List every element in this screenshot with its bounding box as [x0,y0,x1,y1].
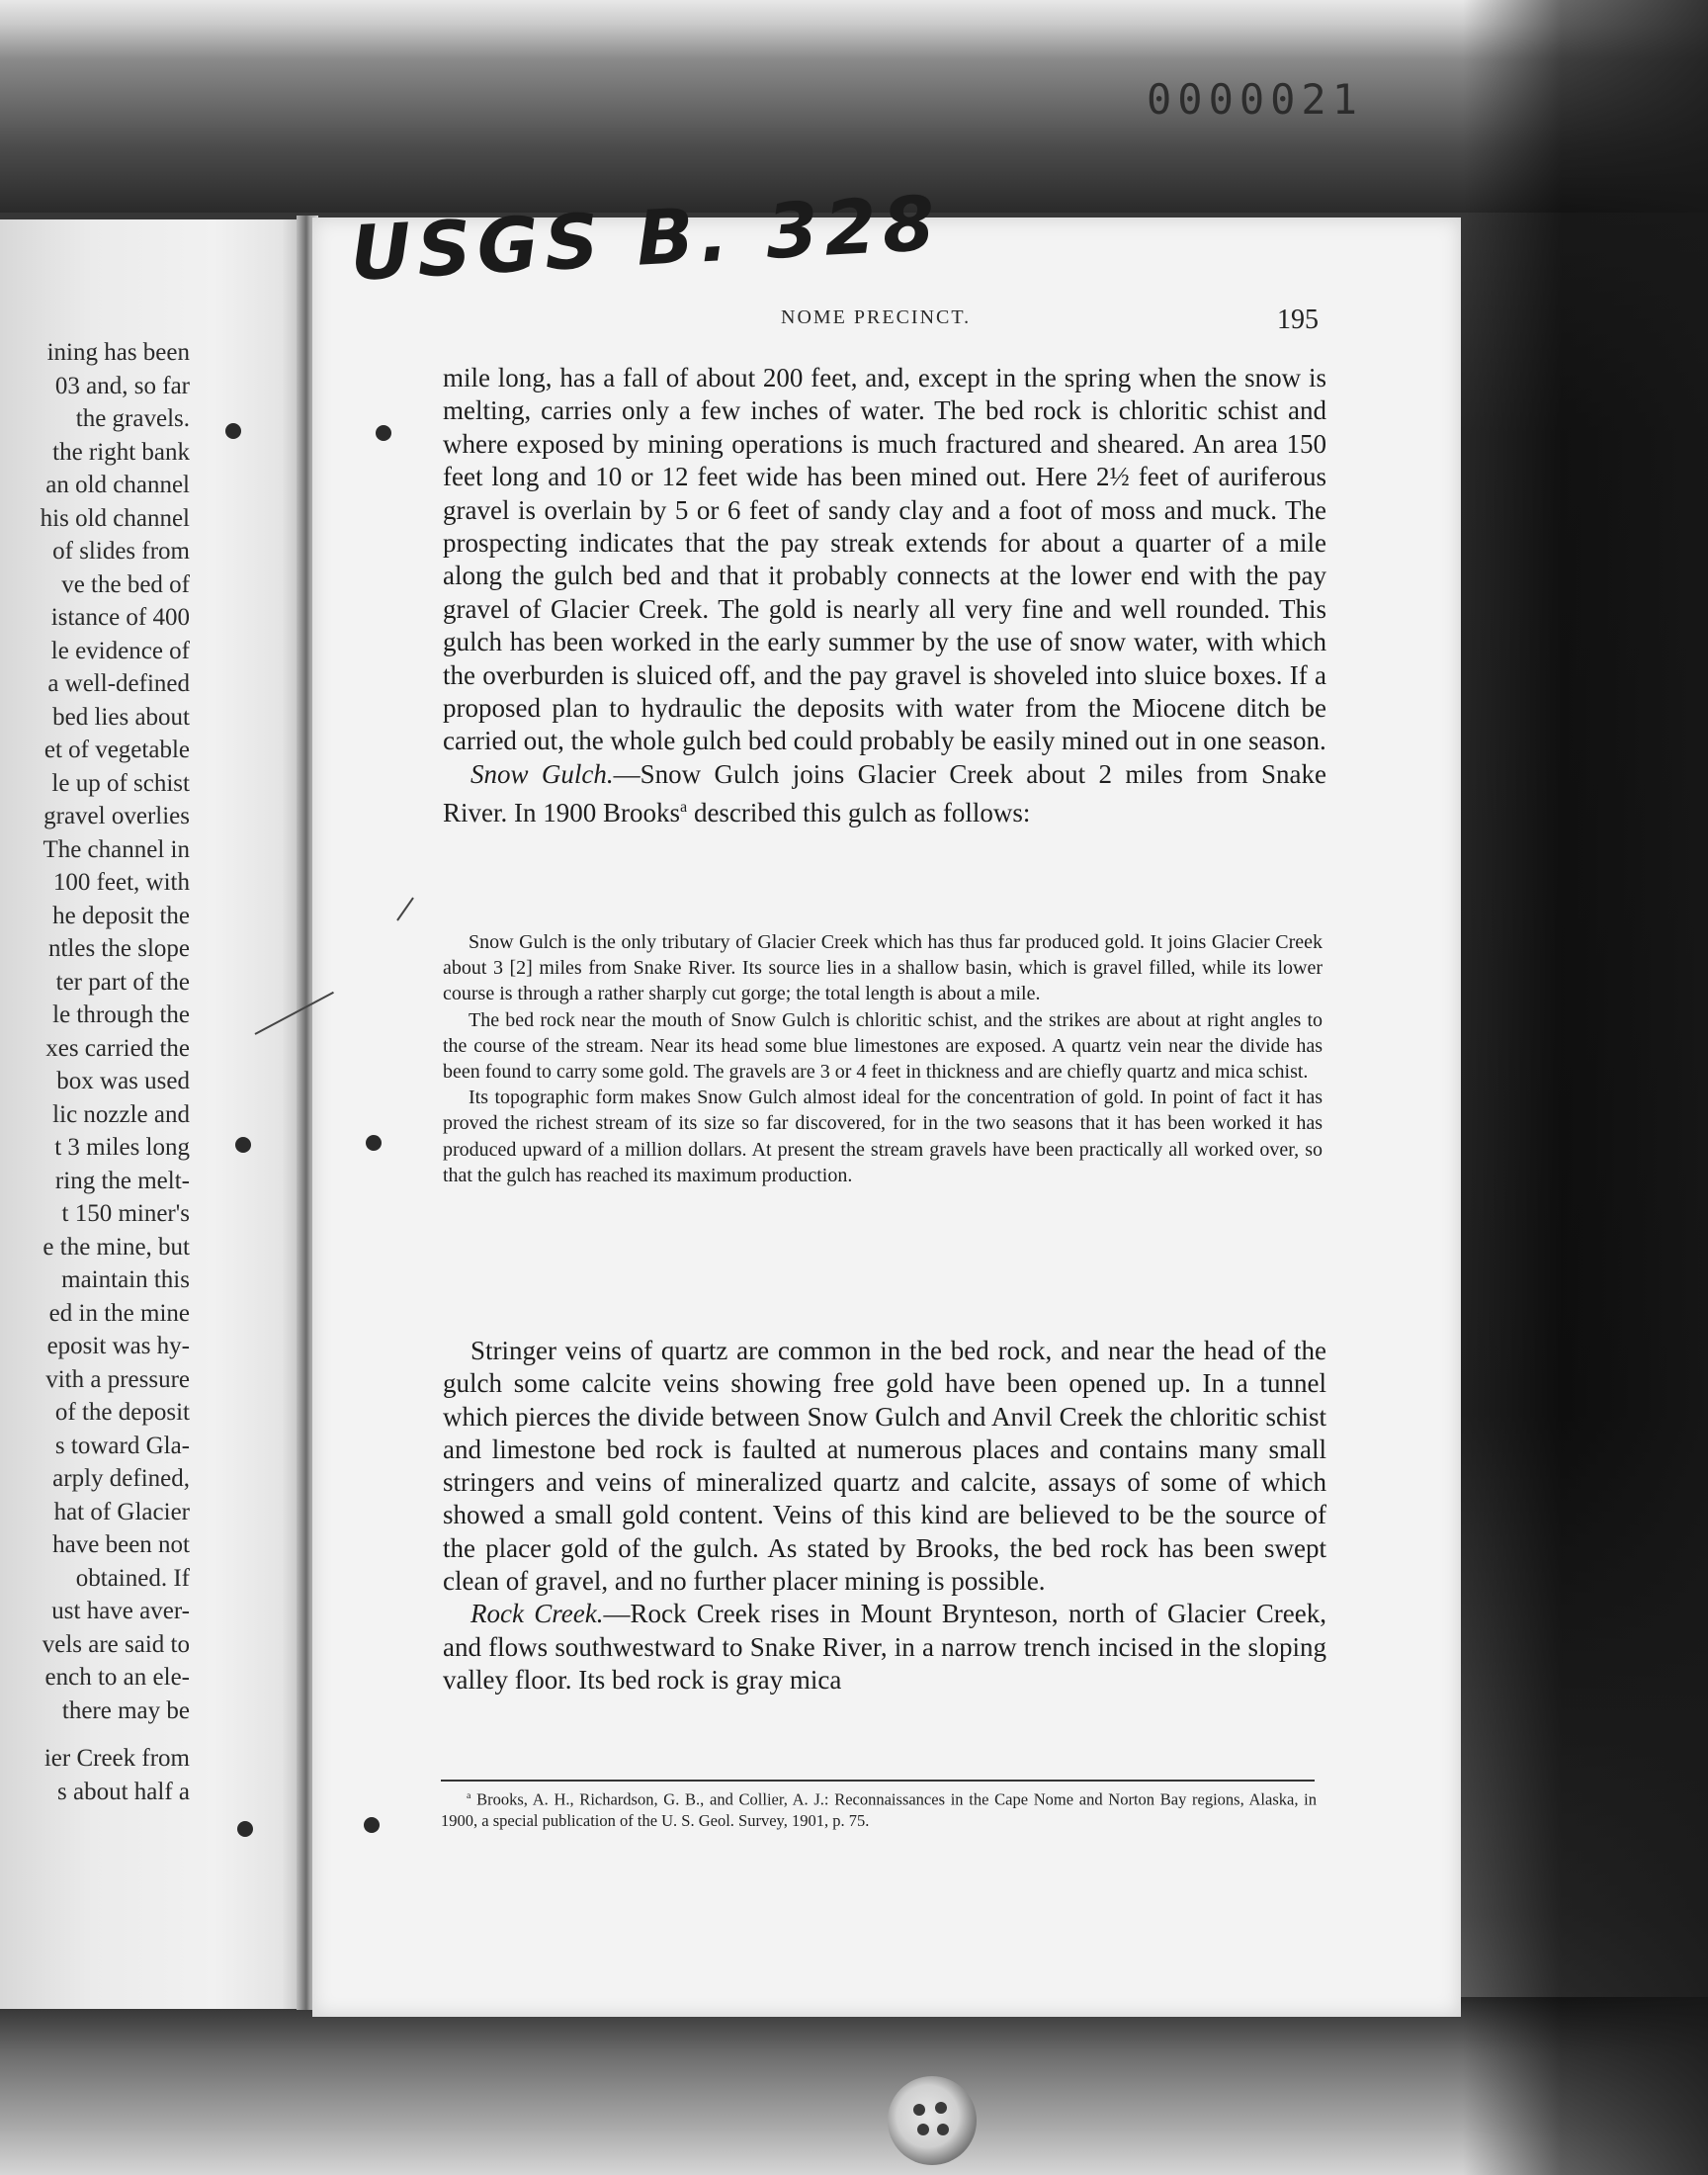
footnote-text [441,1785,1317,1832]
archive-number: 0000021 [1147,75,1364,124]
facing-page-line: le up of schist [51,769,190,797]
rock-creek-text: —Rock Creek rises in Mount Brynteson, north of Glacier Creek, and flows southwestward to Snake River, in a narrow trench incised in the sloping valley floor. Its bed rock is gray mica [443,1599,1326,1695]
footnote-mark: a [467,1790,471,1801]
quote-paragraph: Its topographic form makes Snow Gulch almost ideal for the concentration of gold. In point of fact it has proved the richest stream of its size so far discovered, for in the two seasons that it has been worked it has produced upward of a million dollars. At present the stream gravels have been practically all worked over, so that the gulch has reached its maximum production. [443,1087,1323,1186]
facing-page-line: vith a pressure [45,1365,190,1393]
footnote-ref: a [680,798,688,817]
punch-hole-icon [235,1137,251,1153]
facing-page-line: ust have aver- [51,1598,190,1624]
facing-page-line: eposit was hy- [46,1333,190,1359]
paragraph-snow-gulch [443,758,1326,830]
quote-paragraph: Snow Gulch is the only tributary of Glacier Creek which has thus far produced gold. It joins Glacier Creek about 3 [2] miles from Snake River. Its source lies in a shallow basin, which is gravel filled, while its lower course is through a rather sharply cut gorge; the total length is about a mile. [443,931,1323,1005]
facing-page-line: gravel overlies [43,803,190,829]
facing-page-line: lic nozzle and [52,1100,190,1128]
facing-page-line: he deposit the [52,902,190,929]
punch-hole-icon [225,423,241,439]
facing-page-line: et of vegetable [43,737,190,763]
facing-page-line: have been not [52,1531,190,1558]
scan-right-shadow [1463,0,1708,2175]
facing-page-line: his old channel [40,504,190,532]
facing-page-line: maintain this [61,1266,190,1293]
paragraph-stringer-veins: Stringer veins of quartz are common in the bed rock, and near the head of the gulch some calcite veins showing free gold have been opened up. In a tunnel which pierces the divide between Snow Gulch and Anvil Creek the chloritic schist and limestone bed rock is faulted at numerous places and contains many small stringers and veins of mineralized quartz and calcite, assays of some of which showed a small gold content. Veins of this kind are believed to be the source of the placer gold of the gulch. As stated by Brooks, the bed rock has been swept clean of gravel, and no further placer mining is possible. [443,1336,1326,1597]
body-text-bottom [443,1335,1326,1696]
quote-paragraph: The bed rock near the mouth of Snow Gulch is chloritic schist, and the strikes are about at right angles to the course of the stream. Near its head some blue limestones are exposed. A quartz vein near the divide has been found to carry some gold. The gravels are 3 or 4 feet in thickness and are chiefly quartz and mica schist. [443,1008,1323,1084]
binder-clip-icon [888,2076,977,2165]
facing-page-line: ed in the mine [48,1299,190,1327]
scan-bottom-band [0,1997,1708,2175]
facing-page-line: s toward Gla- [54,1432,190,1459]
facing-page-line: ring the melt- [54,1167,190,1194]
facing-page-line: le evidence of [50,637,190,664]
facing-page-line: e the mine, but [43,1233,190,1261]
facing-page-line: 03 and, so far [54,372,190,399]
facing-page-line: istance of 400 [50,604,190,631]
punch-hole-icon [366,1135,382,1151]
facing-page-line: of slides from [52,538,190,565]
paragraph-mile-long: mile long, has a fall of about 200 feet, and, except in the spring when the snow is melting, carries only a few inches of water. The bed rock is chloritic schist and where exposed by mining operations is much fractured and sheared. An area 150 feet long and 10 or 12 feet wide has been mined out. Here 2½ feet of auriferous gravel is overlain by 5 or 6 feet of sandy clay and a foot of moss and muck. The prospecting indicates that the pay streak extends for about a quarter of a mile along the gulch bed and that it probably connects at the lower end with the pay gravel of Glacier Creek. The gold is nearly all very fine and well rounded. This gulch has been worked in the early summer by the use of snow water, with which the overburden is sluiced off, and the pay gravel is shoveled into sluice boxes. If a proposed plan to hydraulic the deposits with water from the Miocene ditch be carried out, the whole gulch bed could probably be easily mined out in one season. [443,363,1326,756]
facing-page-line: the gravels. [75,405,190,432]
facing-page-line: there may be [61,1696,190,1724]
page-number: 195 [1277,304,1319,335]
facing-page-line: s about half a [57,1778,190,1805]
facing-page-left [0,219,306,2009]
handwritten-catalog-label: USGS B. 328 [348,178,943,298]
punch-hole-icon [237,1821,253,1837]
snow-gulch-text: —Snow Gulch joins Glacier Creek about 2 miles from Snake River. In 1900 Brooks [443,758,1327,828]
snow-gulch-text-end: described this gulch as follows: [687,798,1031,828]
body-text-top [443,362,1326,830]
facing-page-line: xes carried the [45,1034,190,1062]
footnote-rule [441,1780,1315,1782]
facing-page-line: ter part of the [55,968,190,996]
facing-page-line: 100 feet, with [52,869,190,896]
rock-creek-heading: Rock Creek. [470,1599,604,1629]
block-quote [443,929,1323,1188]
facing-page-line: ve the bed of [61,570,190,598]
facing-page-line: The channel in [43,835,190,863]
footnote [441,1785,1317,1832]
facing-page-line: the right bank [52,438,190,466]
snow-gulch-heading: Snow Gulch. [470,758,614,789]
facing-page-line: hat of Glacier [53,1498,190,1525]
facing-page-line: le through the [52,1001,190,1028]
facing-page-line: t 3 miles long [54,1134,190,1161]
scan-top-band [0,0,1708,213]
running-head: NOME PRECINCT. [781,306,972,328]
facing-page-line: obtained. If [75,1564,190,1592]
punch-hole-icon [376,425,391,441]
facing-page-line: t 150 miner's [61,1200,190,1227]
punch-hole-icon [364,1817,380,1833]
facing-page-line: bed lies about [52,703,190,731]
facing-page-line: of the deposit [54,1399,190,1426]
facing-page-line: box was used [56,1068,190,1094]
facing-page-line: ier Creek from [43,1745,190,1772]
facing-page-line: arply defined, [52,1465,190,1492]
facing-page-text [0,336,190,1808]
facing-page-line: ench to an ele- [44,1664,190,1691]
facing-page-line: a well-defined [47,670,190,697]
line-gap [0,1727,190,1742]
facing-page-line: an old channel [45,472,190,498]
footnote-citation: Brooks, A. H., Richardson, G. B., and Collier, A. J.: Reconnaissances in the Cape Nome and Norton Bay regions, Alaska, in 1900, a special publication of the U. S. Geol. Survey, 1901, p. 75. [441,1789,1317,1830]
paragraph-rock-creek [443,1598,1326,1696]
facing-page-line: ntles the slope [47,935,190,962]
facing-page-line: vels are said to [42,1630,190,1658]
facing-page-line: ining has been [46,339,190,366]
